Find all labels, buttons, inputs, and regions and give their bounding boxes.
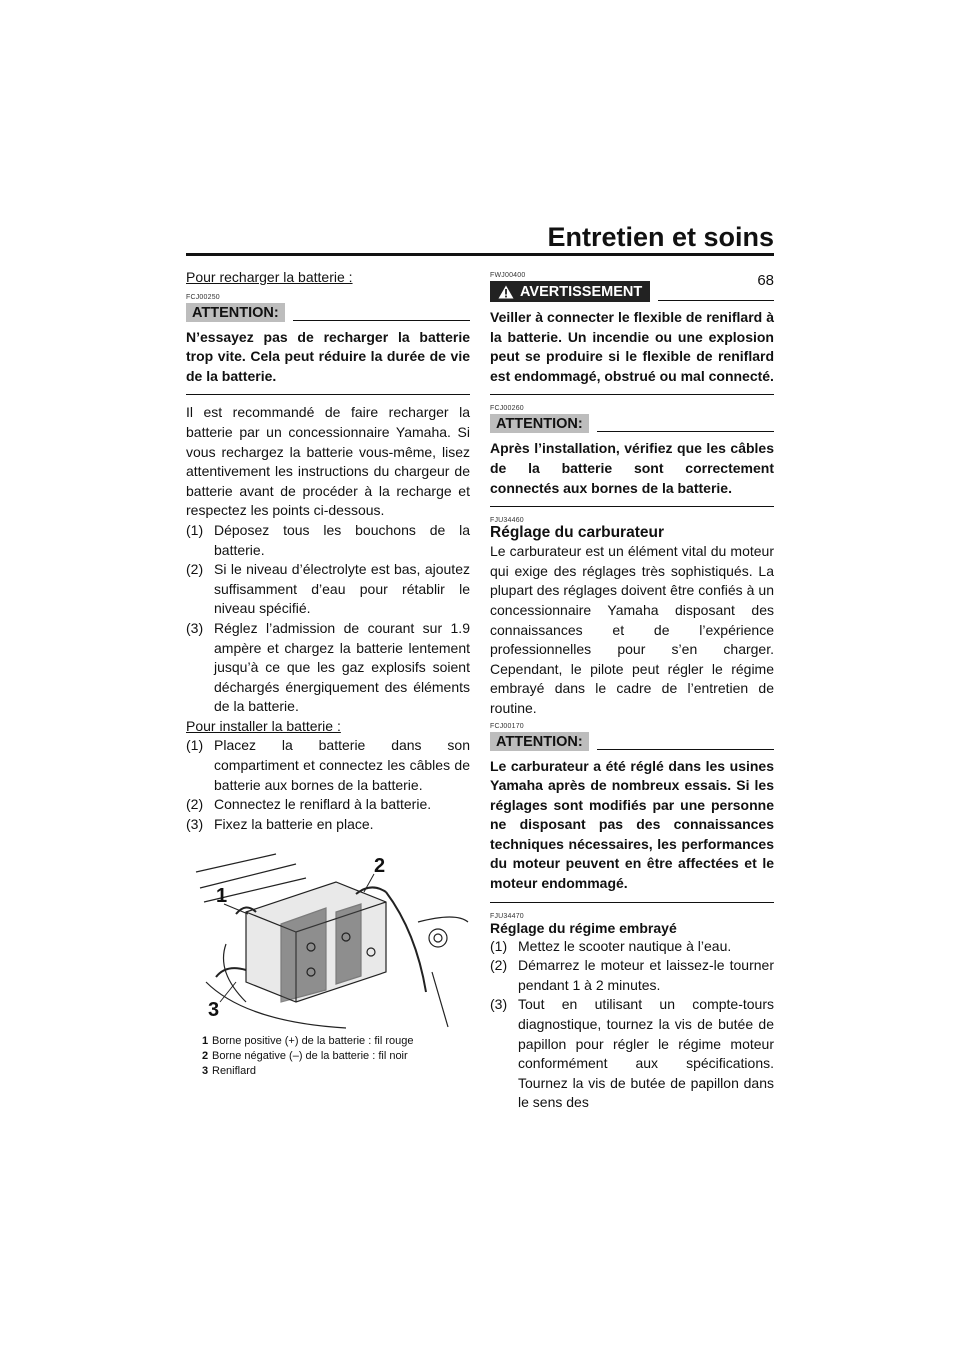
figure-label-1: 1	[216, 885, 228, 908]
page-title: Entretien et soins	[547, 222, 774, 252]
attention-label: ATTENTION:	[186, 303, 285, 322]
attention-text: Le carburateur a été réglé dans les usines Yamaha après de nombreux essais. Si les réglages sont modifiés par une personne ne disposant pas des connaissances techniques nécessaires, les performances du moteur peuvent en être affectées et le moteur endommagé.	[490, 757, 774, 892]
caption-item: 1 Borne positive (+) de la batterie : fil rouge	[202, 1035, 414, 1048]
list-item: (3) Fixez la batterie en place.	[186, 815, 374, 832]
battery-illustration	[186, 852, 470, 1032]
attention-text: Après l’installation, vérifiez que les câbles de la batterie sont correctement connectés aux bornes de la batterie.	[490, 440, 774, 496]
list-item: (2) Si le niveau d’électrolyte est bas, ajoutez suffisamment d’eau pour rétablir le niveau spécifié.	[186, 561, 470, 617]
ref-code: FCJ00250	[186, 293, 220, 301]
list-item: (1) Déposez tous les bouchons de la batterie.	[186, 521, 470, 558]
ref-code: FJU34470	[490, 912, 524, 920]
attention-header	[490, 732, 774, 751]
list-item: (1) Placez la batterie dans son compartiment et connectez les câbles de batterie aux bornes de la batterie.	[186, 737, 470, 793]
page-number: 68	[757, 272, 774, 289]
figure-label-2: 2	[374, 855, 386, 878]
idle-steps	[490, 937, 774, 1113]
attention-text: N’essayez pas de recharger la batterie trop vite. Cela peut réduire la durée de vie de la batterie.	[186, 328, 470, 384]
paragraph-carburetor: Le carburateur est un élément vital du moteur qui exige des réglages très sophistiqués. La plupart des réglages doivent être confiés à un concessionnaire Yamaha disposant des connaissances et de l’expérience professionnelles pour s’en charger. Cependant, le pilote peut régler le régime embrayé dans le cadre de l’entretien de routine.	[490, 543, 774, 716]
charge-steps	[186, 521, 470, 717]
paragraph-recharge: Il est recommandé de faire recharger la batterie par un concessionnaire Yamaha. Si vous rechargez la batterie vous-même, lisez attentivement les instructions du chargeur de batterie avant de procéder à la recharge et respectez les points ci-dessous.	[186, 404, 470, 519]
subheading-install: Pour installer la batterie :	[186, 717, 341, 734]
figure-captions	[186, 1034, 470, 1079]
attention-label: ATTENTION:	[490, 414, 589, 433]
left-column	[186, 268, 470, 1079]
attention-rule	[597, 431, 774, 432]
list-item: (2) Démarrez le moteur et laissez-le tourner pendant 1 à 2 minutes.	[490, 957, 774, 993]
install-steps	[186, 736, 470, 834]
caption-item: 3 Reniflard	[202, 1065, 257, 1078]
attention-end-rule	[490, 902, 774, 903]
warning-label	[490, 281, 650, 302]
ref-code: FWJ00400	[490, 272, 526, 279]
caption-item: 2 Borne négative (–) de la batterie : fil noir	[202, 1050, 408, 1063]
heading-carburetor: Réglage du carburateur	[490, 524, 664, 542]
battery-drawing	[186, 852, 470, 1032]
attention-header	[186, 303, 470, 322]
ref-code: FJU34460	[490, 517, 524, 525]
attention-header	[490, 414, 774, 433]
heading-idle-speed: Réglage du régime embrayé	[490, 919, 677, 936]
list-item: (2) Connectez le reniflard à la batterie.	[186, 796, 432, 813]
attention-end-rule	[186, 394, 470, 395]
attention-rule	[597, 749, 774, 750]
warning-header	[490, 281, 774, 302]
attention-end-rule	[490, 506, 774, 507]
warning-text: Veiller à connecter le flexible de reniflard à la batterie. Un incendie ou une explosion peut se produire si le flexible de reniflard est endommagé, obstrué ou mal connecté.	[490, 309, 774, 384]
warning-rule	[658, 300, 774, 301]
ref-code: FCJ00170	[490, 722, 524, 730]
attention-rule	[293, 320, 470, 321]
warning-triangle-icon	[498, 285, 514, 299]
list-item: (1) Mettez le scooter nautique à l’eau.	[490, 937, 732, 954]
right-column	[490, 272, 774, 1113]
header-rule	[186, 253, 774, 256]
warning-end-rule	[490, 394, 774, 395]
attention-label: ATTENTION:	[490, 732, 589, 751]
list-item: (3) Tout en utilisant un compte-tours diagnostique, tournez la vis de butée de papillon pour régler le régime moteur conformément aux spécifications. Tournez la vis de butée de papillon dans le sens des	[490, 996, 774, 1111]
ref-code: FCJ00260	[490, 405, 524, 413]
warning-label-text: AVERTISSEMENT	[520, 284, 643, 300]
subheading-recharge: Pour recharger la batterie :	[186, 269, 353, 285]
figure-label-3: 3	[208, 999, 220, 1022]
list-item: (3) Réglez l’admission de courant sur 1.9 ampère et chargez la batterie lentement jusqu’à ce que les gaz explosifs soient déchargés énergiquement des éléments de la batterie.	[186, 619, 470, 715]
